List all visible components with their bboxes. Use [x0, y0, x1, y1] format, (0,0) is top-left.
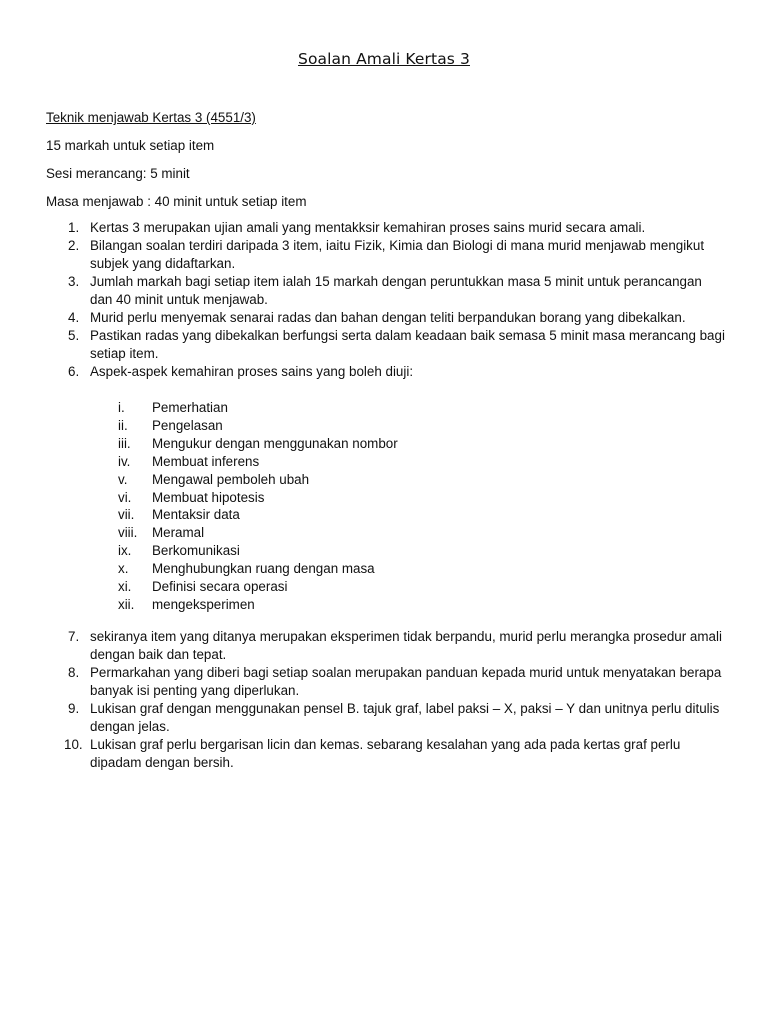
item-text: Kertas 3 merupakan ujian amali yang mentakksir kemahiran proses sains murid secara amali. — [90, 220, 646, 235]
sub-item-number: vii. — [118, 507, 135, 523]
item-number: 8. — [68, 665, 80, 680]
item-number: 6. — [68, 364, 80, 379]
info-answer-time: Masa menjawab : 40 minit untuk setiap item — [46, 194, 307, 209]
item-text: Bilangan soalan terdiri daripada 3 item, iaitu Fizik, Kimia dan Biologi di mana murid menjawab mengikut subjek yang didaftarkan. — [90, 238, 705, 271]
sub-item-number: ii. — [118, 417, 128, 433]
sub-item-number: iii. — [118, 435, 131, 451]
sub-list-item — [46, 524, 726, 542]
item-text: Lukisan graf perlu bergarisan licin dan kemas. sebarang kesalahan yang ada pada kertas graf perlu dipadam dengan bersih. — [90, 737, 681, 770]
sub-list-item — [46, 453, 726, 471]
document-title: Soalan Amali Kertas 3 — [298, 50, 470, 68]
info-planning-time: Sesi merancang: 5 minit — [46, 166, 190, 181]
item-number: 4. — [68, 310, 80, 325]
section-heading: Teknik menjawab Kertas 3 (4551/3) — [46, 110, 256, 125]
info-marks: 15 markah untuk setiap item — [46, 138, 215, 153]
sub-list-item — [46, 506, 726, 524]
item-text: Aspek-aspek kemahiran proses sains yang boleh diuji: — [90, 364, 414, 379]
sub-item-text: Pengelasan — [152, 417, 223, 433]
list-item — [46, 237, 726, 273]
sub-list-item — [46, 596, 726, 614]
item-number: 5. — [68, 328, 80, 343]
list-item — [46, 700, 726, 736]
sub-item-text: Mentaksir data — [152, 507, 240, 523]
sub-list-item — [46, 399, 726, 417]
sub-item-number: v. — [118, 471, 128, 487]
item-text: Jumlah markah bagi setiap item ialah 15 markah dengan peruntukkan masa 5 minit untuk perancangan dan 40 minit untuk menjawab. — [90, 274, 702, 307]
item-number: 1. — [68, 220, 80, 235]
sub-item-number: vi. — [118, 489, 132, 505]
sub-list-item — [46, 417, 726, 435]
item-number: 3. — [68, 274, 80, 289]
list-item — [46, 327, 726, 363]
list-item — [46, 219, 726, 237]
instruction-list — [46, 219, 726, 381]
instruction-list-continued — [46, 628, 726, 772]
item-number: 2. — [68, 238, 80, 253]
item-text: Murid perlu menyemak senarai radas dan bahan dengan teliti berpandukan borang yang dibekalkan. — [90, 310, 686, 325]
item-number: 7. — [68, 629, 80, 644]
sub-item-text: Pemerhatian — [152, 400, 228, 415]
item-text: sekiranya item yang ditanya merupakan eksperimen tidak berpandu, murid perlu merangka prosedur amali dengan baik dan tepat. — [90, 629, 722, 662]
item-text: Lukisan graf dengan menggunakan pensel B. tajuk graf, label paksi – X, paksi – Y dan unitnya perlu ditulis dengan jelas. — [90, 701, 720, 734]
sub-list-item — [46, 471, 726, 489]
sub-item-number: xii. — [118, 596, 135, 612]
sub-item-text: Mengawal pemboleh ubah — [152, 471, 310, 487]
item-number: 9. — [68, 701, 80, 716]
sub-item-number: x. — [118, 561, 129, 577]
sub-list-item — [46, 435, 726, 453]
item-number: 10. — [64, 737, 83, 752]
sub-item-text: Meramal — [152, 525, 205, 541]
list-item — [46, 309, 726, 327]
sub-list-item — [46, 578, 726, 596]
list-item — [46, 273, 726, 309]
list-item — [46, 664, 726, 700]
sub-item-text: mengeksperimen — [152, 596, 255, 612]
sub-item-number: iv. — [118, 453, 131, 469]
sub-list-item — [46, 560, 726, 578]
list-item — [46, 628, 726, 664]
sub-item-number: xi. — [118, 579, 132, 595]
sub-item-text: Mengukur dengan menggunakan nombor — [152, 435, 398, 451]
sub-item-text: Definisi secara operasi — [152, 579, 288, 595]
sub-list-item — [46, 489, 726, 507]
sub-item-text: Menghubungkan ruang dengan masa — [152, 561, 375, 577]
sub-item-text: Membuat inferens — [152, 453, 260, 469]
sub-item-number: viii. — [118, 525, 138, 541]
sub-item-text: Berkomunikasi — [152, 543, 240, 559]
skills-sublist — [46, 399, 726, 614]
list-item — [46, 736, 726, 772]
list-item — [46, 363, 726, 381]
sub-item-number: i. — [118, 400, 125, 415]
sub-item-text: Membuat hipotesis — [152, 489, 265, 505]
item-text: Permarkahan yang diberi bagi setiap soalan merupakan panduan kepada murid untuk menyatakan berapa banyak isi penting yang diperlukan. — [90, 665, 722, 698]
item-text: Pastikan radas yang dibekalkan berfungsi serta dalam keadaan baik semasa 5 minit masa merancang bagi setiap item. — [90, 328, 725, 361]
sub-list-item — [46, 542, 726, 560]
sub-item-number: ix. — [118, 543, 132, 559]
